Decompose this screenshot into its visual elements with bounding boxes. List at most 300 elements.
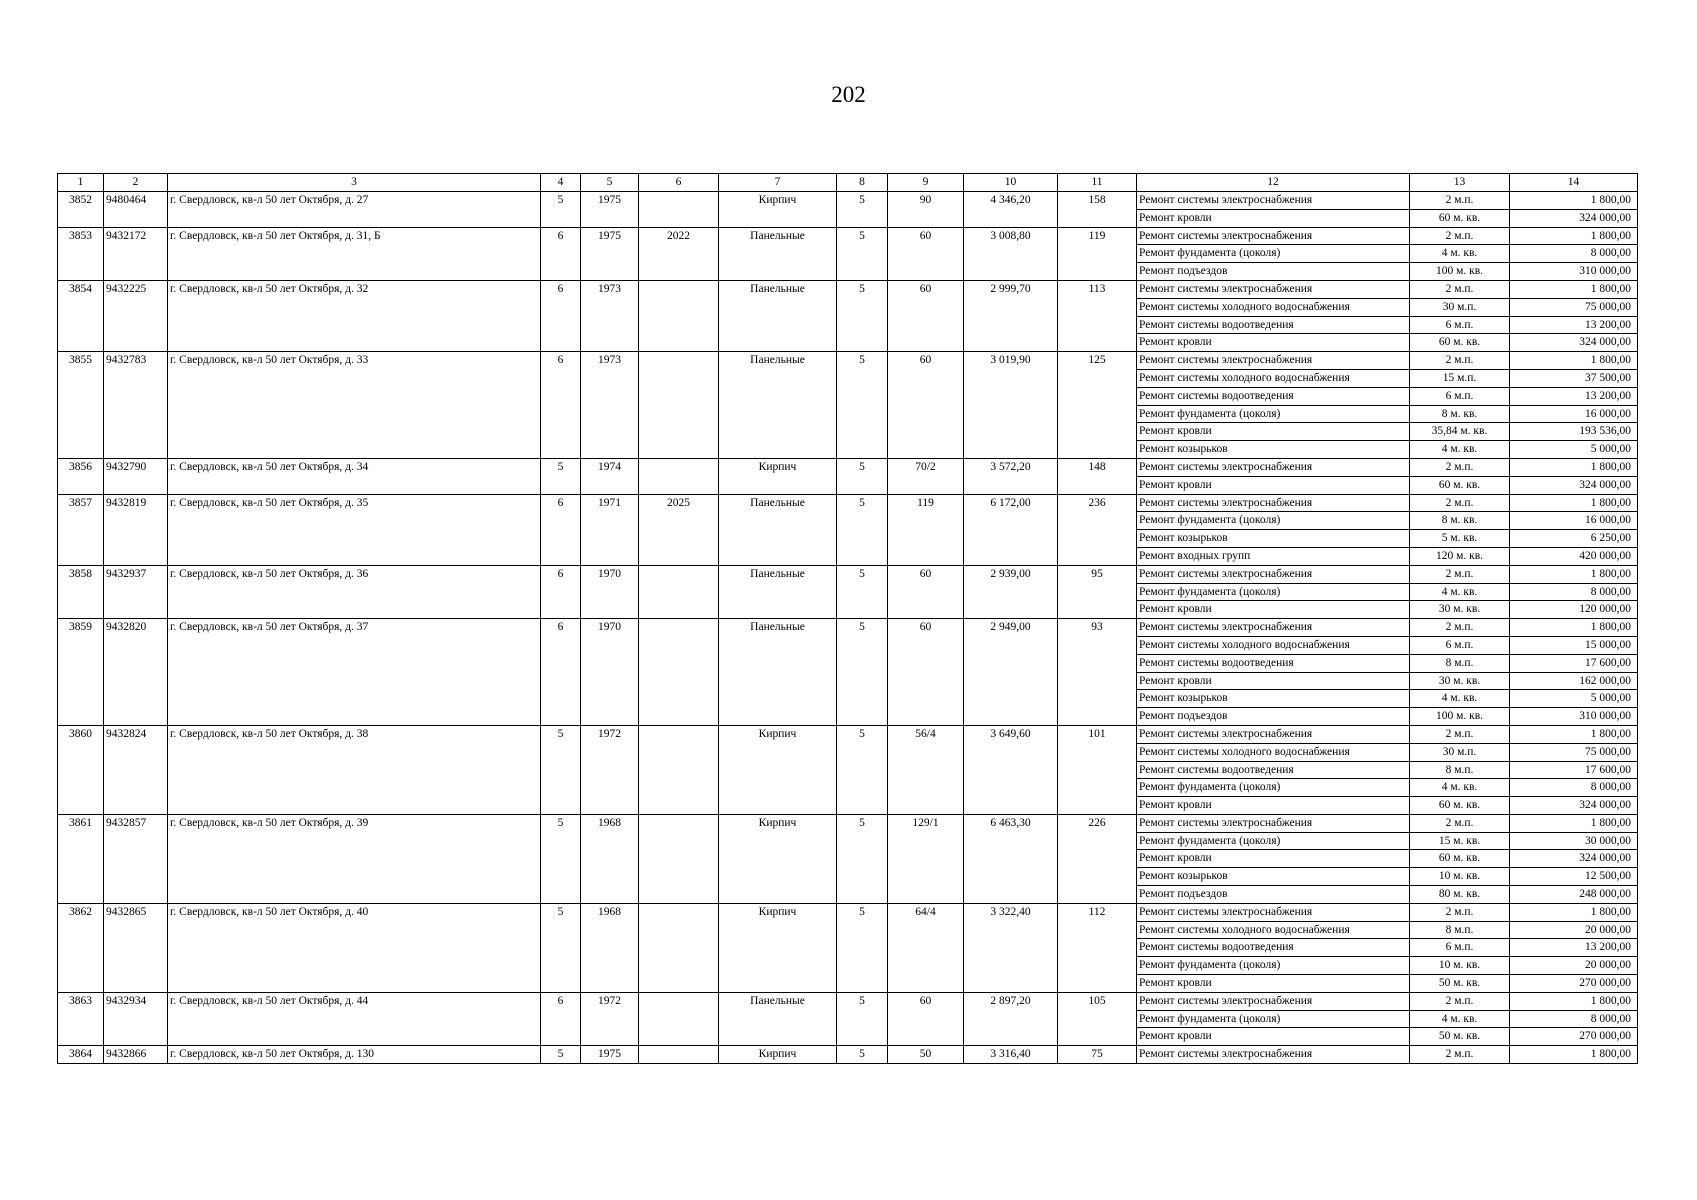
col-5-value: 1973 [581,280,639,351]
work-quantity: 15 м. кв. [1410,832,1510,850]
col-6-value [639,725,719,814]
work-cost: 324 000,00 [1510,850,1638,868]
work-quantity: 30 м.п. [1410,743,1510,761]
work-name: Ремонт системы электроснабжения [1137,565,1410,583]
work-name: Ремонт системы электроснабжения [1137,192,1410,210]
work-cost: 270 000,00 [1510,1028,1638,1046]
work-quantity: 2 м.п. [1410,565,1510,583]
work-cost: 75 000,00 [1510,743,1638,761]
column-header: 1 [58,174,104,192]
work-name: Ремонт системы водоотведения [1137,316,1410,334]
page-number: 202 [831,82,866,107]
table-row [58,1046,1638,1064]
building-code: 9432225 [104,280,168,351]
table-row [58,494,1638,512]
work-name: Ремонт системы водоотведения [1137,654,1410,672]
building-address: г. Свердловск, кв-л 50 лет Октября, д. 44 [168,992,541,1045]
work-quantity: 60 м. кв. [1410,850,1510,868]
table-row [58,280,1638,298]
col-4-value: 5 [541,192,581,228]
work-quantity: 15 м.п. [1410,369,1510,387]
column-number-row [58,174,1638,192]
work-name: Ремонт козырьков [1137,441,1410,459]
col-6-value [639,352,719,459]
work-quantity: 2 м.п. [1410,814,1510,832]
col-10-value: 2 939,00 [964,565,1058,618]
building-address: г. Свердловск, кв-л 50 лет Октября, д. 31, Б [168,227,541,280]
col-8-value: 5 [837,494,888,565]
col-10-value: 3 008,80 [964,227,1058,280]
col-8-value: 5 [837,903,888,992]
work-cost: 17 600,00 [1510,761,1638,779]
work-quantity: 10 м. кв. [1410,868,1510,886]
building-address: г. Свердловск, кв-л 50 лет Октября, д. 38 [168,725,541,814]
work-cost: 1 800,00 [1510,458,1638,476]
building-code: 9432857 [104,814,168,903]
work-cost: 13 200,00 [1510,939,1638,957]
col-6-value [639,903,719,992]
column-header: 11 [1058,174,1137,192]
col-11-value: 125 [1058,352,1137,459]
work-quantity: 30 м. кв. [1410,672,1510,690]
col-9-value: 60 [888,565,964,618]
table-row [58,725,1638,743]
column-header: 8 [837,174,888,192]
col-9-value: 119 [888,494,964,565]
table-row [58,619,1638,637]
record-number: 3854 [58,280,104,351]
work-cost: 12 500,00 [1510,868,1638,886]
work-cost: 310 000,00 [1510,708,1638,726]
col-9-value: 129/1 [888,814,964,903]
work-cost: 120 000,00 [1510,601,1638,619]
col-5-value: 1974 [581,458,639,494]
table-body [58,174,1638,1064]
work-name: Ремонт системы холодного водоснабжения [1137,298,1410,316]
work-quantity: 6 м.п. [1410,939,1510,957]
table-row [58,352,1638,370]
work-name: Ремонт системы электроснабжения [1137,619,1410,637]
col-8-value: 5 [837,227,888,280]
building-code: 9432819 [104,494,168,565]
col-11-value: 93 [1058,619,1137,726]
work-name: Ремонт входных групп [1137,547,1410,565]
col-4-value: 5 [541,1046,581,1064]
work-quantity: 100 м. кв. [1410,708,1510,726]
column-header: 7 [719,174,837,192]
col-10-value: 3 649,60 [964,725,1058,814]
work-cost: 1 800,00 [1510,494,1638,512]
table-row [58,814,1638,832]
building-address: г. Свердловск, кв-л 50 лет Октября, д. 34 [168,458,541,494]
work-quantity: 8 м.п. [1410,654,1510,672]
work-name: Ремонт системы водоотведения [1137,387,1410,405]
work-name: Ремонт фундамента (цоколя) [1137,583,1410,601]
record-number: 3863 [58,992,104,1045]
col-4-value: 6 [541,619,581,726]
col-8-value: 5 [837,192,888,228]
col-10-value: 2 949,00 [964,619,1058,726]
work-cost: 248 000,00 [1510,886,1638,904]
work-cost: 1 800,00 [1510,992,1638,1010]
col-6-value: 2022 [639,227,719,280]
record-number: 3859 [58,619,104,726]
col-10-value: 3 572,20 [964,458,1058,494]
work-cost: 310 000,00 [1510,263,1638,281]
work-cost: 13 200,00 [1510,387,1638,405]
col-4-value: 6 [541,494,581,565]
work-quantity: 4 м. кв. [1410,245,1510,263]
work-quantity: 4 м. кв. [1410,779,1510,797]
work-quantity: 60 м. кв. [1410,209,1510,227]
col-5-value: 1970 [581,619,639,726]
wall-material: Кирпич [719,192,837,228]
work-name: Ремонт системы холодного водоснабжения [1137,743,1410,761]
work-quantity: 60 м. кв. [1410,334,1510,352]
col-4-value: 6 [541,992,581,1045]
work-cost: 17 600,00 [1510,654,1638,672]
work-name: Ремонт системы электроснабжения [1137,494,1410,512]
building-code: 9432937 [104,565,168,618]
col-11-value: 148 [1058,458,1137,494]
work-cost: 6 250,00 [1510,530,1638,548]
work-quantity: 60 м. кв. [1410,476,1510,494]
col-8-value: 5 [837,458,888,494]
wall-material: Панельные [719,352,837,459]
col-5-value: 1975 [581,192,639,228]
col-10-value: 4 346,20 [964,192,1058,228]
record-number: 3860 [58,725,104,814]
col-4-value: 5 [541,458,581,494]
col-4-value: 5 [541,814,581,903]
col-10-value: 6 463,30 [964,814,1058,903]
column-header: 3 [168,174,541,192]
work-quantity: 2 м.п. [1410,280,1510,298]
building-address: г. Свердловск, кв-л 50 лет Октября, д. 33 [168,352,541,459]
col-9-value: 60 [888,280,964,351]
col-10-value: 3 316,40 [964,1046,1058,1064]
work-cost: 16 000,00 [1510,512,1638,530]
col-5-value: 1972 [581,992,639,1045]
record-number: 3864 [58,1046,104,1064]
work-quantity: 30 м. кв. [1410,601,1510,619]
column-header: 2 [104,174,168,192]
col-10-value: 6 172,00 [964,494,1058,565]
building-code: 9432172 [104,227,168,280]
col-5-value: 1968 [581,903,639,992]
work-quantity: 6 м.п. [1410,316,1510,334]
col-6-value: 2025 [639,494,719,565]
work-cost: 420 000,00 [1510,547,1638,565]
table-row [58,992,1638,1010]
wall-material: Панельные [719,619,837,726]
building-code: 9432866 [104,1046,168,1064]
col-8-value: 5 [837,280,888,351]
work-cost: 75 000,00 [1510,298,1638,316]
col-6-value [639,619,719,726]
work-name: Ремонт подъездов [1137,263,1410,281]
work-quantity: 8 м. кв. [1410,512,1510,530]
work-quantity: 6 м.п. [1410,636,1510,654]
work-name: Ремонт системы водоотведения [1137,939,1410,957]
work-name: Ремонт системы электроснабжения [1137,992,1410,1010]
work-quantity: 8 м.п. [1410,921,1510,939]
work-quantity: 2 м.п. [1410,494,1510,512]
col-11-value: 236 [1058,494,1137,565]
work-cost: 1 800,00 [1510,227,1638,245]
work-cost: 8 000,00 [1510,245,1638,263]
wall-material: Кирпич [719,725,837,814]
col-5-value: 1973 [581,352,639,459]
work-name: Ремонт кровли [1137,423,1410,441]
wall-material: Панельные [719,494,837,565]
building-code: 9432865 [104,903,168,992]
building-address: г. Свердловск, кв-л 50 лет Октября, д. 32 [168,280,541,351]
work-quantity: 50 м. кв. [1410,1028,1510,1046]
work-quantity: 2 м.п. [1410,192,1510,210]
work-name: Ремонт козырьков [1137,690,1410,708]
work-cost: 37 500,00 [1510,369,1638,387]
work-quantity: 4 м. кв. [1410,1010,1510,1028]
col-8-value: 5 [837,565,888,618]
col-5-value: 1971 [581,494,639,565]
work-name: Ремонт системы холодного водоснабжения [1137,921,1410,939]
record-number: 3855 [58,352,104,459]
col-9-value: 60 [888,992,964,1045]
col-9-value: 56/4 [888,725,964,814]
work-cost: 324 000,00 [1510,209,1638,227]
col-6-value [639,1046,719,1064]
building-address: г. Свердловск, кв-л 50 лет Октября, д. 27 [168,192,541,228]
work-name: Ремонт фундамента (цоколя) [1137,245,1410,263]
building-address: г. Свердловск, кв-л 50 лет Октября, д. 40 [168,903,541,992]
col-4-value: 6 [541,227,581,280]
work-name: Ремонт кровли [1137,975,1410,993]
work-quantity: 2 м.п. [1410,352,1510,370]
col-11-value: 158 [1058,192,1137,228]
record-number: 3858 [58,565,104,618]
column-header: 10 [964,174,1058,192]
col-8-value: 5 [837,992,888,1045]
col-4-value: 6 [541,565,581,618]
work-quantity: 2 м.п. [1410,458,1510,476]
building-code: 9432820 [104,619,168,726]
col-5-value: 1975 [581,1046,639,1064]
col-4-value: 5 [541,903,581,992]
col-9-value: 50 [888,1046,964,1064]
building-address: г. Свердловск, кв-л 50 лет Октября, д. 37 [168,619,541,726]
table-row [58,192,1638,210]
work-name: Ремонт системы электроснабжения [1137,1046,1410,1064]
work-cost: 1 800,00 [1510,352,1638,370]
work-cost: 270 000,00 [1510,975,1638,993]
col-8-value: 5 [837,814,888,903]
work-cost: 1 800,00 [1510,280,1638,298]
work-cost: 30 000,00 [1510,832,1638,850]
work-name: Ремонт фундамента (цоколя) [1137,957,1410,975]
col-8-value: 5 [837,725,888,814]
work-quantity: 2 м.п. [1410,619,1510,637]
work-quantity: 4 м. кв. [1410,441,1510,459]
table-row [58,565,1638,583]
record-number: 3862 [58,903,104,992]
work-cost: 20 000,00 [1510,921,1638,939]
col-5-value: 1972 [581,725,639,814]
work-name: Ремонт системы электроснабжения [1137,903,1410,921]
work-cost: 1 800,00 [1510,565,1638,583]
work-quantity: 5 м. кв. [1410,530,1510,548]
work-name: Ремонт системы электроснабжения [1137,814,1410,832]
building-address: г. Свердловск, кв-л 50 лет Октября, д. 36 [168,565,541,618]
col-11-value: 75 [1058,1046,1137,1064]
work-cost: 324 000,00 [1510,334,1638,352]
work-quantity: 50 м. кв. [1410,975,1510,993]
work-quantity: 2 м.п. [1410,227,1510,245]
work-name: Ремонт системы водоотведения [1137,761,1410,779]
col-11-value: 226 [1058,814,1137,903]
col-4-value: 5 [541,725,581,814]
work-name: Ремонт фундамента (цоколя) [1137,512,1410,530]
work-quantity: 100 м. кв. [1410,263,1510,281]
col-6-value [639,565,719,618]
work-cost: 324 000,00 [1510,476,1638,494]
col-9-value: 64/4 [888,903,964,992]
col-5-value: 1970 [581,565,639,618]
wall-material: Кирпич [719,903,837,992]
work-cost: 15 000,00 [1510,636,1638,654]
work-cost: 1 800,00 [1510,192,1638,210]
work-name: Ремонт системы электроснабжения [1137,725,1410,743]
col-10-value: 3 322,40 [964,903,1058,992]
work-quantity: 2 м.п. [1410,725,1510,743]
building-address: г. Свердловск, кв-л 50 лет Октября, д. 130 [168,1046,541,1064]
work-quantity: 35,84 м. кв. [1410,423,1510,441]
work-quantity: 4 м. кв. [1410,583,1510,601]
work-cost: 5 000,00 [1510,441,1638,459]
col-8-value: 5 [837,1046,888,1064]
work-name: Ремонт кровли [1137,334,1410,352]
col-6-value [639,814,719,903]
work-quantity: 6 м.п. [1410,387,1510,405]
building-address: г. Свердловск, кв-л 50 лет Октября, д. 39 [168,814,541,903]
work-quantity: 2 м.п. [1410,992,1510,1010]
column-header: 6 [639,174,719,192]
work-quantity: 2 м.п. [1410,1046,1510,1064]
col-11-value: 105 [1058,992,1137,1045]
wall-material: Панельные [719,992,837,1045]
work-cost: 13 200,00 [1510,316,1638,334]
column-header: 12 [1137,174,1410,192]
col-6-value [639,992,719,1045]
table-row [58,903,1638,921]
col-11-value: 119 [1058,227,1137,280]
work-cost: 1 800,00 [1510,619,1638,637]
wall-material: Панельные [719,227,837,280]
work-quantity: 80 м. кв. [1410,886,1510,904]
col-5-value: 1975 [581,227,639,280]
work-name: Ремонт подъездов [1137,708,1410,726]
building-code: 9432783 [104,352,168,459]
work-cost: 193 536,00 [1510,423,1638,441]
work-name: Ремонт кровли [1137,209,1410,227]
work-quantity: 2 м.п. [1410,903,1510,921]
column-header: 13 [1410,174,1510,192]
work-name: Ремонт системы электроснабжения [1137,458,1410,476]
record-number: 3861 [58,814,104,903]
repair-register-table [57,173,1638,1064]
work-name: Ремонт кровли [1137,601,1410,619]
work-cost: 1 800,00 [1510,725,1638,743]
work-cost: 1 800,00 [1510,1046,1638,1064]
work-quantity: 30 м.п. [1410,298,1510,316]
work-name: Ремонт фундамента (цоколя) [1137,832,1410,850]
work-name: Ремонт системы электроснабжения [1137,227,1410,245]
work-cost: 20 000,00 [1510,957,1638,975]
work-name: Ремонт кровли [1137,797,1410,815]
work-cost: 8 000,00 [1510,779,1638,797]
building-code: 9480464 [104,192,168,228]
col-9-value: 60 [888,619,964,726]
work-name: Ремонт системы холодного водоснабжения [1137,636,1410,654]
work-cost: 16 000,00 [1510,405,1638,423]
building-code: 9432790 [104,458,168,494]
wall-material: Кирпич [719,1046,837,1064]
col-11-value: 101 [1058,725,1137,814]
col-11-value: 95 [1058,565,1137,618]
work-quantity: 120 м. кв. [1410,547,1510,565]
col-4-value: 6 [541,352,581,459]
work-name: Ремонт системы электроснабжения [1137,352,1410,370]
work-quantity: 8 м. кв. [1410,405,1510,423]
work-name: Ремонт кровли [1137,476,1410,494]
work-name: Ремонт фундамента (цоколя) [1137,779,1410,797]
work-cost: 5 000,00 [1510,690,1638,708]
col-6-value [639,458,719,494]
work-cost: 8 000,00 [1510,583,1638,601]
table-row [58,227,1638,245]
col-6-value [639,280,719,351]
wall-material: Панельные [719,565,837,618]
wall-material: Панельные [719,280,837,351]
record-number: 3853 [58,227,104,280]
work-name: Ремонт подъездов [1137,886,1410,904]
wall-material: Кирпич [719,458,837,494]
work-name: Ремонт системы холодного водоснабжения [1137,369,1410,387]
work-quantity: 4 м. кв. [1410,690,1510,708]
column-header: 9 [888,174,964,192]
col-6-value [639,192,719,228]
work-name: Ремонт фундамента (цоколя) [1137,1010,1410,1028]
column-header: 4 [541,174,581,192]
work-cost: 162 000,00 [1510,672,1638,690]
work-name: Ремонт кровли [1137,672,1410,690]
col-5-value: 1968 [581,814,639,903]
building-code: 9432824 [104,725,168,814]
record-number: 3856 [58,458,104,494]
work-quantity: 10 м. кв. [1410,957,1510,975]
col-9-value: 90 [888,192,964,228]
table-row [58,458,1638,476]
col-9-value: 60 [888,227,964,280]
col-9-value: 60 [888,352,964,459]
work-cost: 8 000,00 [1510,1010,1638,1028]
col-8-value: 5 [837,352,888,459]
col-11-value: 113 [1058,280,1137,351]
col-4-value: 6 [541,280,581,351]
record-number: 3852 [58,192,104,228]
work-name: Ремонт фундамента (цоколя) [1137,405,1410,423]
col-10-value: 2 897,20 [964,992,1058,1045]
